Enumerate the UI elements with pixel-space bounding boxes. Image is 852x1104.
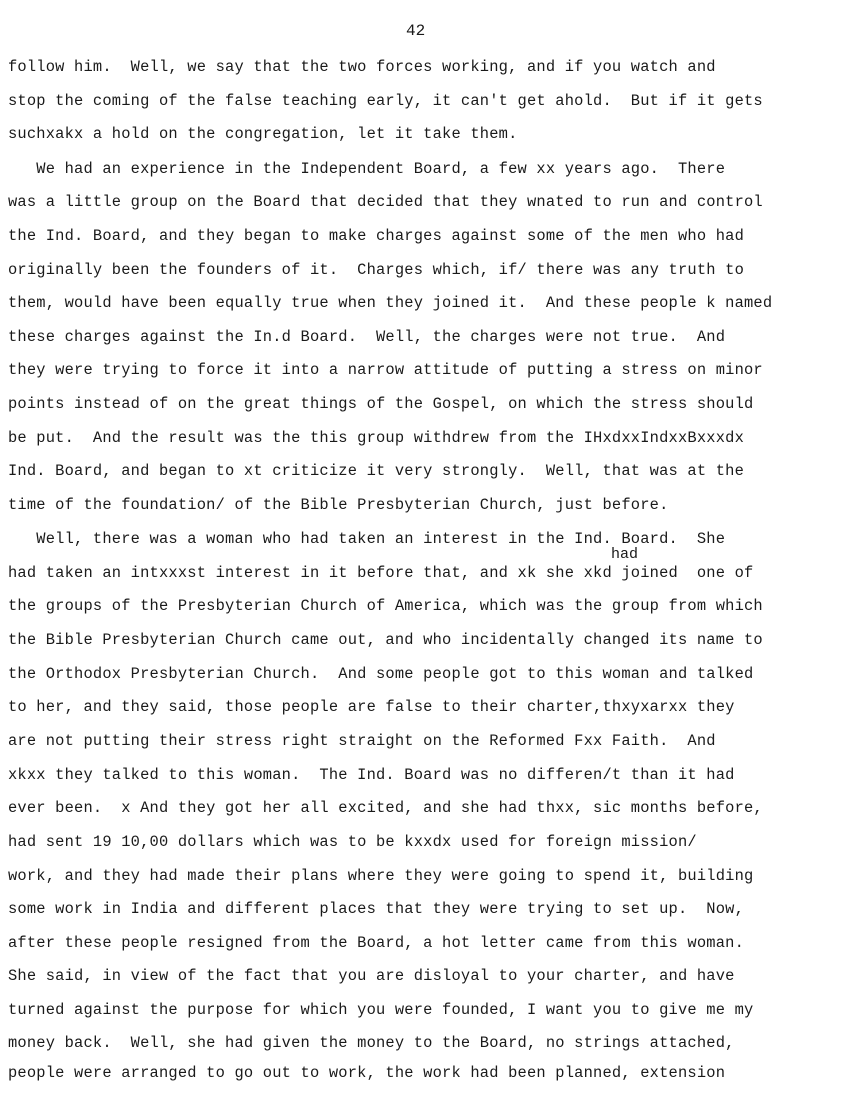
text-line: money back. Well, she had given the money to the Board, no strings attached, — [8, 1034, 735, 1052]
text-line: Well, there was a woman who had taken an interest in the Ind. Board. She — [8, 530, 726, 548]
text-line: these charges against the In.d Board. Well, the charges were not true. And — [8, 328, 726, 346]
text-line: She said, in view of the fact that you are disloyal to your charter, and have — [8, 967, 735, 985]
text-line: people were arranged to go out to work, the work had been planned, extension — [8, 1064, 726, 1082]
text-line: turned against the purpose for which you were founded, I want you to give me my — [8, 1001, 754, 1019]
text-line: We had an experience in the Independent Board, a few xx years ago. There — [8, 160, 726, 178]
text-line: ever been. x And they got her all excited, and she had thxx, sic months before, — [8, 799, 763, 817]
text-line: originally been the founders of it. Charges which, if/ there was any truth to — [8, 261, 744, 279]
text-line: points instead of on the great things of the Gospel, on which the stress should — [8, 395, 754, 413]
text-line: had sent 19 10,00 dollars which was to be kxxdx used for foreign mission/ — [8, 833, 697, 851]
text-line: follow him. Well, we say that the two forces working, and if you watch and — [8, 58, 716, 76]
text-line: time of the foundation/ of the Bible Presbyterian Church, just before. — [8, 496, 669, 514]
text-line: the groups of the Presbyterian Church of America, which was the group from which — [8, 597, 763, 615]
text-line: after these people resigned from the Board, a hot letter came from this woman. — [8, 934, 744, 952]
text-line: had taken an intxxxst interest in it before that, and xk she xkd joined one of — [8, 564, 754, 582]
text-line: them, would have been equally true when they joined it. And these people k named — [8, 294, 773, 312]
text-line: some work in India and different places that they were trying to set up. Now, — [8, 900, 744, 918]
text-line: to her, and they said, those people are false to their charter,thxyxarxx they — [8, 698, 735, 716]
text-line: they were trying to force it into a narrow attitude of putting a stress on minor — [8, 361, 763, 379]
text-line: was a little group on the Board that decided that they wnated to run and control — [8, 193, 763, 211]
text-line: be put. And the result was the this group withdrew from the IHxdxxIndxxBxxxdx — [8, 429, 744, 447]
text-line: the Orthodox Presbyterian Church. And some people got to this woman and talked — [8, 665, 754, 683]
text-line: suchxakx a hold on the congregation, let it take them. — [8, 125, 518, 143]
text-line: the Bible Presbyterian Church came out, and who incidentally changed its name to — [8, 631, 763, 649]
text-line: xkxx they talked to this woman. The Ind. Board was no differen/t than it had — [8, 766, 735, 784]
text-line: Ind. Board, and began to xt criticize it very strongly. Well, that was at the — [8, 462, 744, 480]
text-line: stop the coming of the false teaching early, it can't get ahold. But if it gets — [8, 92, 763, 110]
text-line: the Ind. Board, and they began to make charges against some of the men who had — [8, 227, 744, 245]
text-line: work, and they had made their plans where they were going to spend it, building — [8, 867, 754, 885]
text-line: are not putting their stress right straight on the Reformed Fxx Faith. And — [8, 732, 716, 750]
interlinear-insertion: had — [611, 546, 639, 563]
page-number: 42 — [406, 22, 426, 40]
